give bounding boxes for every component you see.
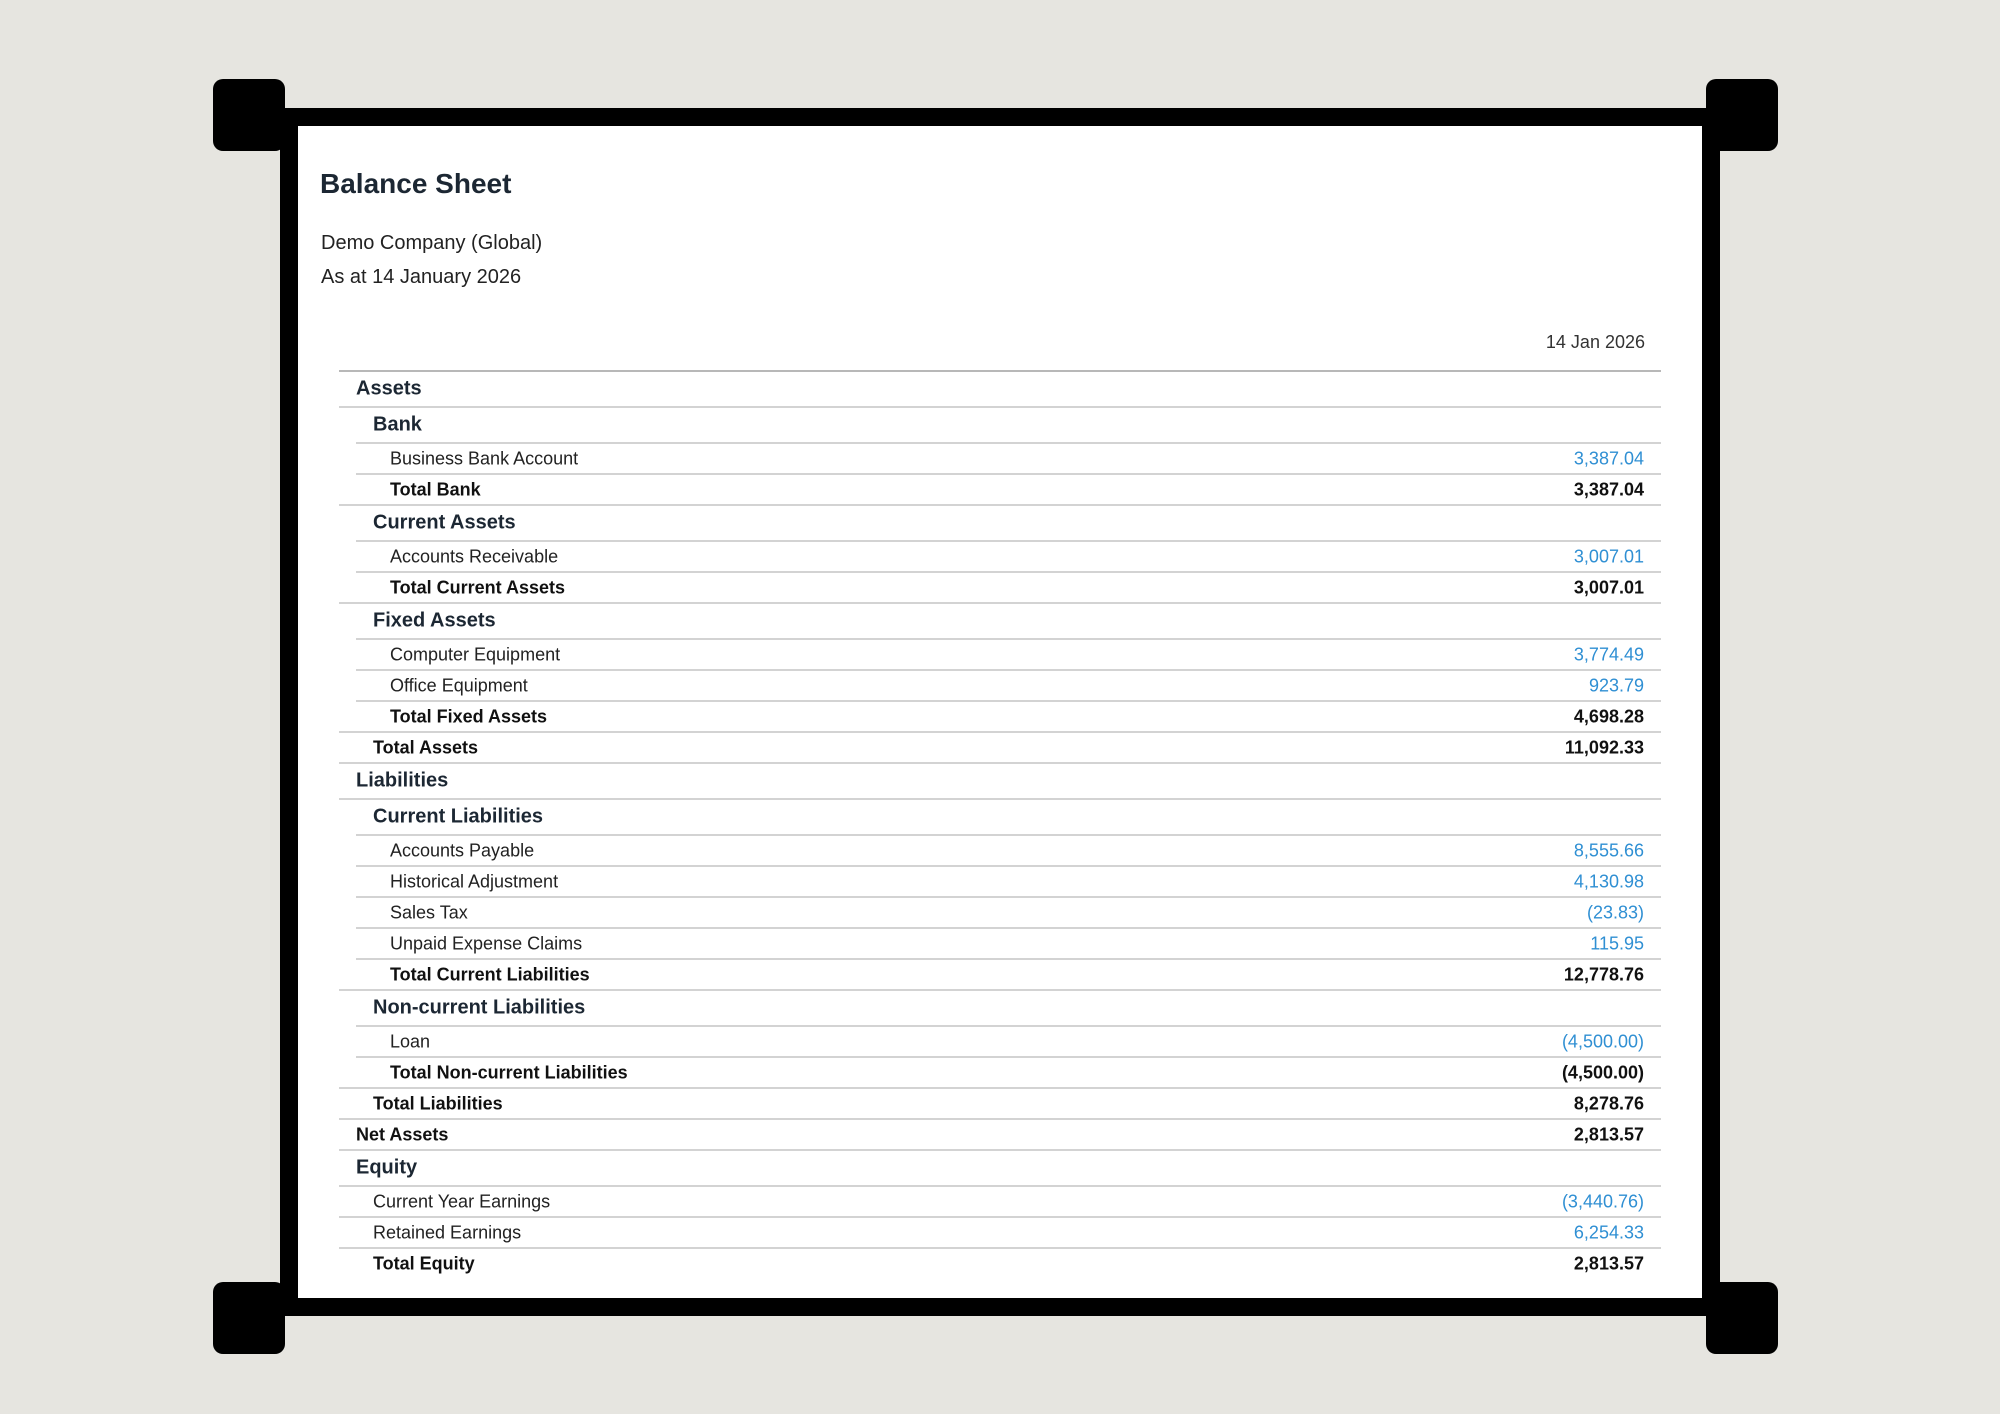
account-row-business-bank-account [356,442,1661,473]
subsection-label: Fixed Assets [373,609,496,632]
organisation-name: Demo Company (Global) [321,232,543,254]
account-label: Business Bank Account [390,448,579,468]
total-value: 3,387.04 [1573,479,1644,499]
total-value: 2,813.57 [1573,1253,1644,1273]
account-label: Accounts Receivable [390,546,559,566]
account-value-link[interactable]: 3,007.01 [1573,546,1644,566]
account-row-historical-adjustment [356,865,1661,896]
total-row-non-current-liabilities [356,1056,1661,1087]
account-row-unpaid-expense-claims [356,927,1661,958]
total-label: Total Current Liabilities [390,964,590,984]
total-value: 11,092.33 [1564,737,1644,757]
total-label: Total Non-current Liabilities [390,1062,628,1082]
account-label: Historical Adjustment [390,871,559,891]
subsection-fixed-assets [339,602,1661,638]
account-value-link[interactable]: (4,500.00) [1561,1031,1644,1051]
total-row-current-liabilities [356,958,1661,989]
total-value: 4,698.28 [1573,706,1644,726]
account-label: Unpaid Expense Claims [390,933,583,953]
account-value-link[interactable]: (3,440.76) [1561,1191,1644,1211]
account-row-current-year-earnings [339,1185,1661,1216]
account-row-loan [356,1025,1661,1056]
account-value-link[interactable]: 6,254.33 [1573,1222,1644,1242]
total-row-bank [356,473,1661,504]
total-row-current-assets [356,571,1661,602]
subsection-current-assets [339,504,1661,540]
total-value: 2,813.57 [1573,1124,1644,1144]
total-row-net-assets [339,1118,1661,1149]
account-row-sales-tax [356,896,1661,927]
account-label: Office Equipment [390,675,528,695]
report-title: Balance Sheet [320,168,512,199]
total-value: 3,007.01 [1573,577,1644,597]
account-label: Loan [390,1031,431,1051]
account-label: Accounts Payable [390,840,535,860]
total-value: 8,278.76 [1573,1093,1644,1113]
total-row-equity [339,1247,1661,1278]
subsection-label: Current Assets [373,511,516,534]
total-label: Net Assets [356,1124,449,1144]
subsection-current-liabilities [339,798,1661,834]
account-value-link[interactable]: (23.83) [1586,902,1644,922]
frame-corner-bottom-left [213,1282,285,1354]
total-value: (4,500.00) [1561,1062,1644,1082]
frame-corner-top-left [213,79,285,151]
section-equity [339,1149,1661,1185]
total-value: 12,778.76 [1563,964,1644,984]
total-label: Total Equity [373,1253,475,1273]
account-value-link[interactable]: 923.79 [1588,675,1644,695]
report-date: As at 14 January 2026 [321,266,522,288]
subsection-bank [339,406,1661,442]
account-row-accounts-receivable [356,540,1661,571]
total-label: Total Fixed Assets [390,706,548,726]
account-row-accounts-payable [356,834,1661,865]
account-value-link[interactable]: 3,774.49 [1573,644,1644,664]
account-value-link[interactable]: 3,387.04 [1573,448,1644,468]
section-label: Equity [356,1156,418,1179]
account-row-computer-equipment [356,638,1661,669]
account-label: Sales Tax [390,902,468,922]
section-assets [339,370,1661,406]
account-label: Current Year Earnings [373,1191,551,1211]
total-label: Total Current Assets [390,577,566,597]
account-row-retained-earnings [339,1216,1661,1247]
total-row-fixed-assets [356,700,1661,731]
balance-sheet-table [339,370,1661,1278]
section-label: Assets [356,377,422,400]
total-row-assets [339,731,1661,762]
section-liabilities [339,762,1661,798]
subsection-label: Non-current Liabilities [373,996,586,1019]
account-value-link[interactable]: 115.95 [1590,933,1644,953]
account-value-link[interactable]: 4,130.98 [1573,871,1644,891]
subsection-label: Bank [373,413,422,436]
total-label: Total Assets [373,737,479,757]
column-header-date: 14 Jan 2026 [1545,332,1645,352]
total-label: Total Liabilities [373,1093,503,1113]
account-value-link[interactable]: 8,555.66 [1573,840,1644,860]
subsection-label: Current Liabilities [373,805,544,828]
total-row-liabilities [339,1087,1661,1118]
account-label: Computer Equipment [390,644,561,664]
subsection-non-current-liabilities [339,989,1661,1025]
section-label: Liabilities [356,769,449,792]
account-row-office-equipment [356,669,1661,700]
account-label: Retained Earnings [373,1222,522,1242]
total-label: Total Bank [390,479,481,499]
